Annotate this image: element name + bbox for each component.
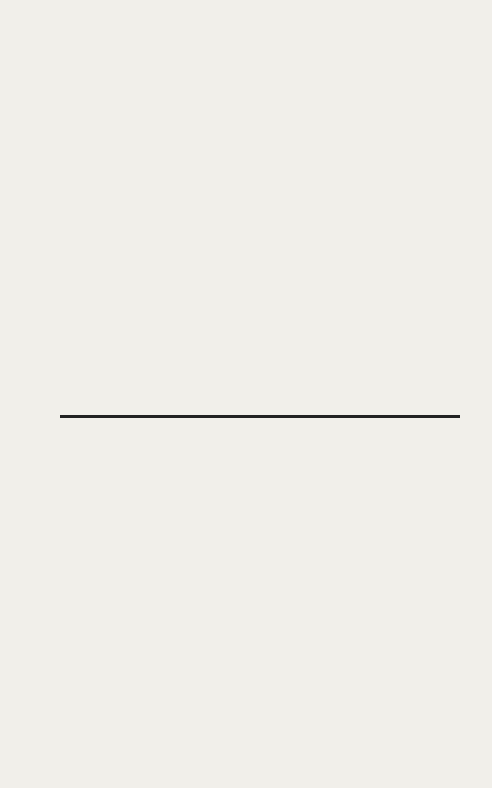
section-divider bbox=[60, 415, 460, 418]
